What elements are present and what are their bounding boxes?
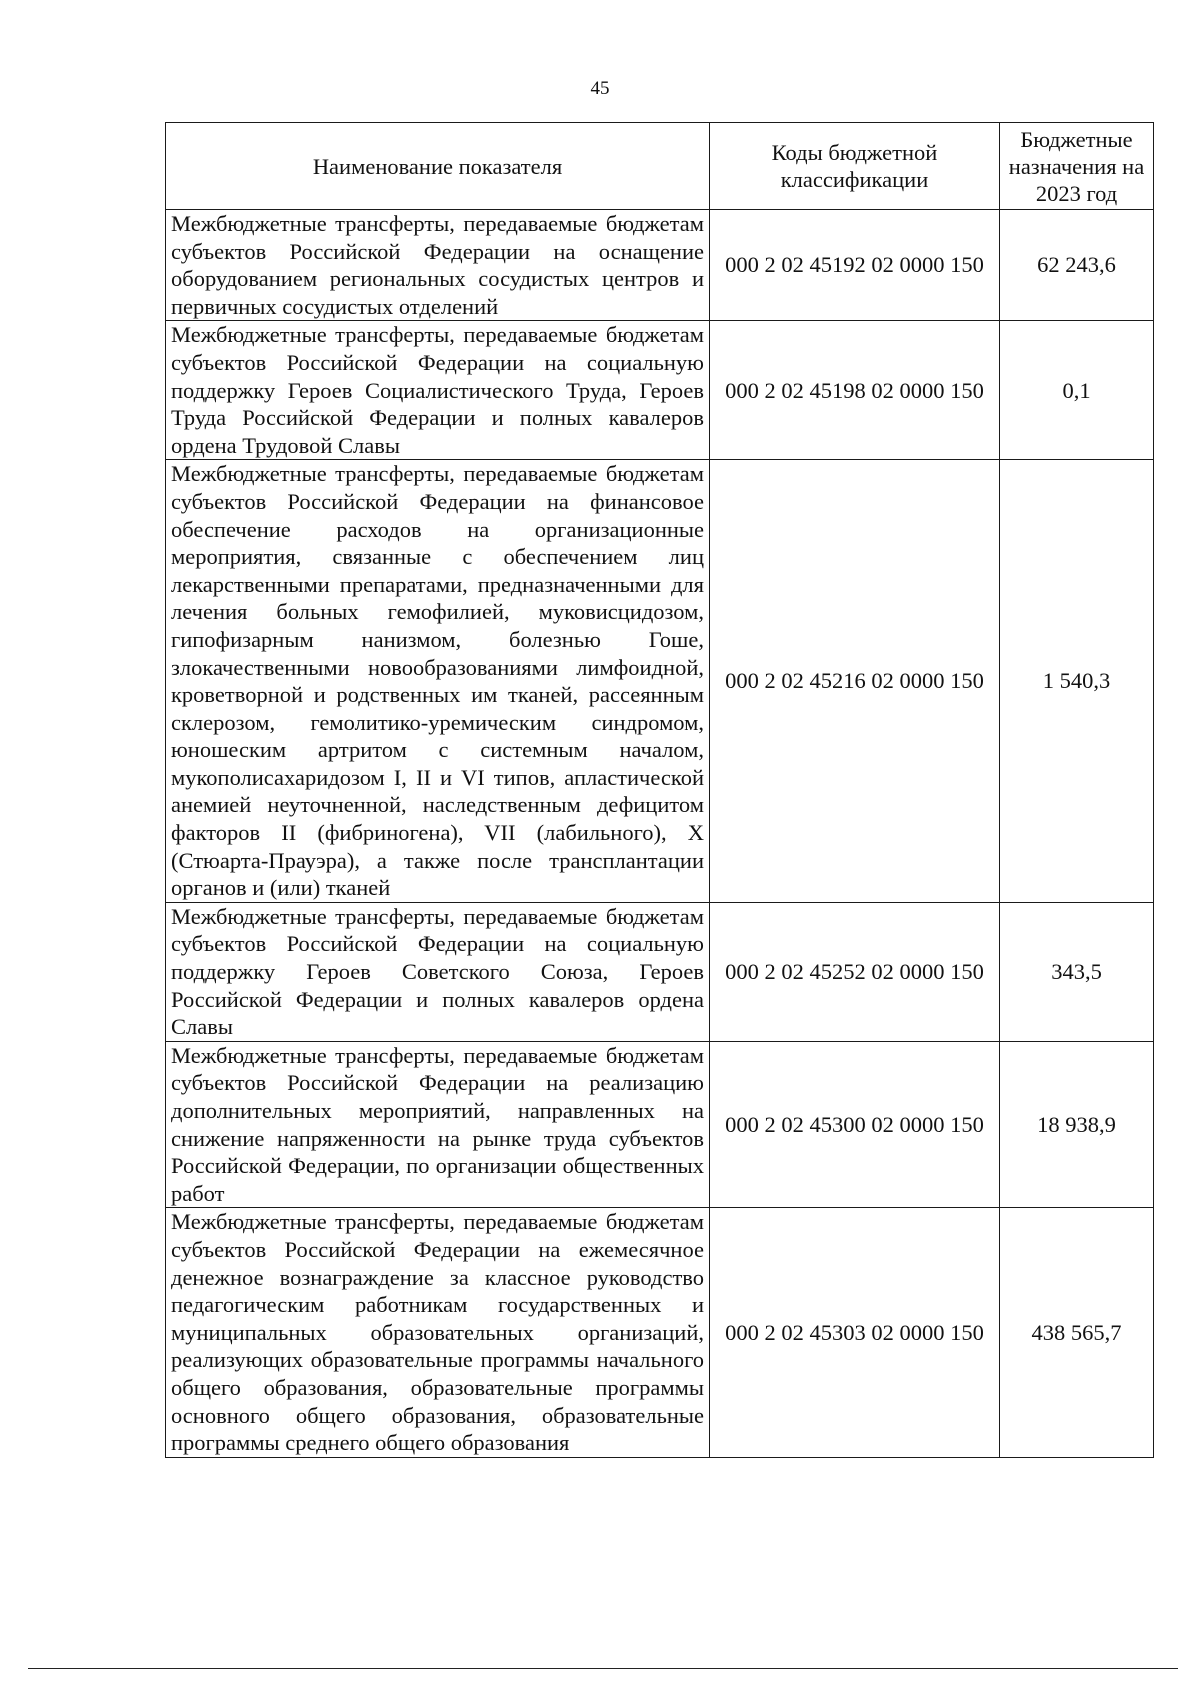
table-header-row [166, 123, 1154, 210]
row-code: 000 2 02 45252 02 0000 150 [710, 902, 1000, 1041]
row-name: Межбюджетные трансферты, передаваемые бюджетам субъектов Российской Федерации на реализацию дополнительных мероприятий, направленных на снижение напряженности на рынке труда субъектов Российской Федерации, по организации общественных работ [166, 1041, 710, 1208]
page-number: 45 [590, 78, 610, 99]
row-name: Межбюджетные трансферты, передаваемые бюджетам субъектов Российской Федерации на социальную поддержку Героев Социалистического Труда, Героев Труда Российской Федерации и полных кавалеров ордена Трудовой Славы [166, 321, 710, 460]
row-name: Межбюджетные трансферты, передаваемые бюджетам субъектов Российской Федерации на оснащение оборудованием региональных сосудистых центров и первичных сосудистых отделений [166, 210, 710, 321]
table-row [166, 460, 1154, 903]
table-row [166, 210, 1154, 321]
row-amount: 438 565,7 [1000, 1208, 1154, 1457]
table-row [166, 902, 1154, 1041]
row-name: Межбюджетные трансферты, передаваемые бюджетам субъектов Российской Федерации на финансовое обеспечение расходов на организационные мероприятия, связанные с обеспечением лиц лекарственными препаратами, предназначенными для лечения больных гемофилией, муковисцидозом, гипофизарным нанизмом, болезнью Гоше, злокачественными новообразованиями лимфоидной, кроветворной и родственных им тканей, рассеянным склерозом, гемолитико-уремическим синдромом, юношеским артритом с системным началом, мукополисахаридозом I, II и VI типов, апластической анемией неуточненной, наследственным дефицитом факторов II (фибриногена), VII (лабильного), X (Стюарта-Прауэра), а также после трансплантации органов и (или) тканей [166, 460, 710, 903]
row-amount: 343,5 [1000, 902, 1154, 1041]
row-name: Межбюджетные трансферты, передаваемые бюджетам субъектов Российской Федерации на социальную поддержку Героев Советского Союза, Героев Российской Федерации и полных кавалеров ордена Славы [166, 902, 710, 1041]
row-code: 000 2 02 45216 02 0000 150 [710, 460, 1000, 903]
table-row [166, 321, 1154, 460]
row-amount: 0,1 [1000, 321, 1154, 460]
row-amount: 62 243,6 [1000, 210, 1154, 321]
page-bottom-rule [28, 1668, 1178, 1669]
row-code: 000 2 02 45192 02 0000 150 [710, 210, 1000, 321]
row-code: 000 2 02 45300 02 0000 150 [710, 1041, 1000, 1208]
row-amount: 1 540,3 [1000, 460, 1154, 903]
header-name: Наименование показателя [166, 123, 710, 210]
header-code: Коды бюджетной классификации [710, 123, 1000, 210]
table-row [166, 1208, 1154, 1457]
budget-table [165, 122, 1154, 1458]
table-row [166, 1041, 1154, 1208]
header-amount: Бюджетные назначения на 2023 год [1000, 123, 1154, 210]
row-name: Межбюджетные трансферты, передаваемые бюджетам субъектов Российской Федерации на ежемесячное денежное вознаграждение за классное руководство педагогическим работникам государственных и муниципальных образовательных организаций, реализующих образовательные программы начального общего образования, образовательные программы основного общего образования, образовательные программы среднего общего образования [166, 1208, 710, 1457]
row-code: 000 2 02 45198 02 0000 150 [710, 321, 1000, 460]
row-amount: 18 938,9 [1000, 1041, 1154, 1208]
row-code: 000 2 02 45303 02 0000 150 [710, 1208, 1000, 1457]
